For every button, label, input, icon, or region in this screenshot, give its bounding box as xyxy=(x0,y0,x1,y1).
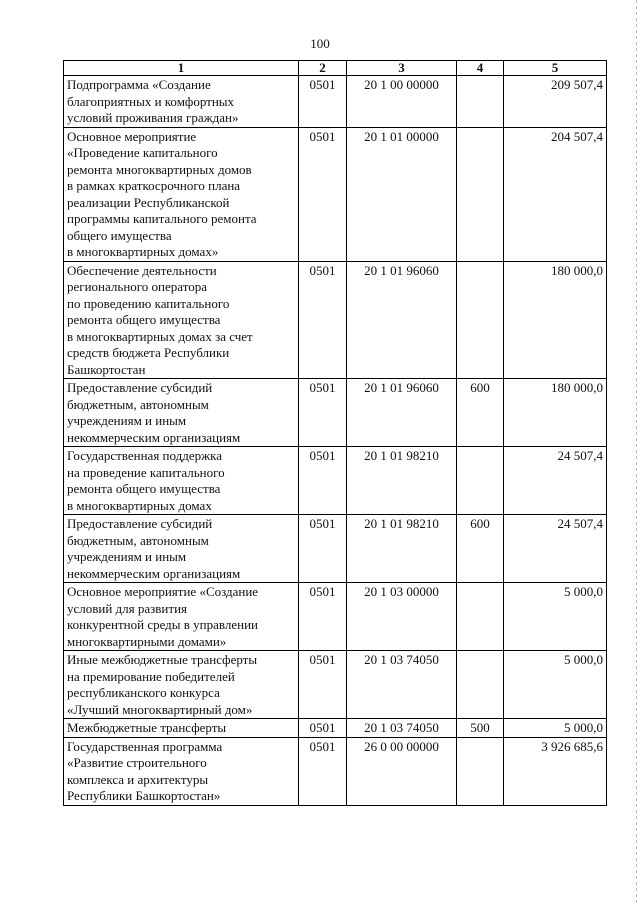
amount-cell: 180 000,0 xyxy=(504,261,607,379)
amount-cell: 204 507,4 xyxy=(504,127,607,261)
target-article-cell: 20 1 00 00000 xyxy=(347,76,457,128)
row-name-line: Предоставление субсидий xyxy=(67,516,213,531)
target-article-cell: 20 1 01 00000 xyxy=(347,127,457,261)
row-name-line: республиканского конкурса xyxy=(67,685,220,700)
scan-edge-line xyxy=(636,0,637,905)
amount-cell: 180 000,0 xyxy=(504,379,607,447)
row-name-line: условий проживания граждан» xyxy=(67,110,239,125)
section-code-cell: 0501 xyxy=(299,719,347,738)
row-name-line: в многоквартирных домах» xyxy=(67,244,219,259)
row-name-cell xyxy=(64,651,299,719)
row-name-cell xyxy=(64,76,299,128)
amount-cell: 24 507,4 xyxy=(504,515,607,583)
table-row xyxy=(64,447,607,515)
row-name-line: на проведение капитального xyxy=(67,464,225,480)
expense-type-cell xyxy=(457,737,504,805)
section-code-cell: 0501 xyxy=(299,261,347,379)
target-article-cell: 20 1 01 98210 xyxy=(347,515,457,583)
target-article-cell: 20 1 03 00000 xyxy=(347,583,457,651)
row-name-cell xyxy=(64,719,299,738)
page-number: 100 xyxy=(310,36,330,51)
row-name-line: в многоквартирных домах xyxy=(67,497,212,513)
row-name-line: учреждениям и иным xyxy=(67,413,187,428)
row-name-line: «Проведение капитального xyxy=(67,145,218,160)
row-name-line: Башкортостан xyxy=(67,361,146,377)
table-row xyxy=(64,379,607,447)
row-name-line: «Развитие строительного xyxy=(67,755,207,770)
row-name-line: ремонта общего имущества xyxy=(67,481,221,496)
target-article-cell: 26 0 00 00000 xyxy=(347,737,457,805)
header-col-2: 2 xyxy=(299,61,347,76)
table-row xyxy=(64,719,607,738)
expense-type-cell xyxy=(457,583,504,651)
row-name-line: в рамках краткосрочного плана xyxy=(67,178,241,193)
target-article-cell: 20 1 01 96060 xyxy=(347,379,457,447)
expense-type-cell xyxy=(457,127,504,261)
amount-cell: 3 926 685,6 xyxy=(504,737,607,805)
row-name-line: ремонта многоквартирных домов xyxy=(67,161,252,177)
amount-cell: 5 000,0 xyxy=(504,583,607,651)
row-name-line: некоммерческим организациям xyxy=(67,565,241,581)
budget-table-body xyxy=(64,61,607,806)
row-name-cell xyxy=(64,583,299,651)
amount-cell: 24 507,4 xyxy=(504,447,607,515)
row-name-cell xyxy=(64,515,299,583)
header-col-4: 4 xyxy=(457,61,504,76)
section-code-cell: 0501 xyxy=(299,447,347,515)
row-name-line: Подпрограмма «Создание xyxy=(67,77,211,92)
row-name-line: Государственная поддержка xyxy=(67,448,223,463)
amount-cell: 5 000,0 xyxy=(504,719,607,738)
row-name-line: Основное мероприятие «Создание xyxy=(67,584,259,599)
row-name-line: комплекса и архитектуры xyxy=(67,771,209,787)
expense-type-cell: 600 xyxy=(457,515,504,583)
section-code-cell: 0501 xyxy=(299,583,347,651)
table-header-row xyxy=(64,61,607,76)
row-name-line: «Лучший многоквартирный дом» xyxy=(67,701,253,717)
section-code-cell: 0501 xyxy=(299,737,347,805)
row-name-line: по проведению капитального xyxy=(67,295,230,311)
expense-type-cell xyxy=(457,447,504,515)
table-row xyxy=(64,583,607,651)
target-article-cell: 20 1 03 74050 xyxy=(347,719,457,738)
section-code-cell: 0501 xyxy=(299,127,347,261)
table-row xyxy=(64,651,607,719)
header-col-3: 3 xyxy=(347,61,457,76)
target-article-cell: 20 1 01 98210 xyxy=(347,447,457,515)
row-name-line: многоквартирными домами» xyxy=(67,633,227,649)
row-name-line: на премирование победителей xyxy=(67,668,235,684)
budget-table xyxy=(63,60,607,806)
row-name-line: регионального оператора xyxy=(67,279,207,294)
row-name-line: бюджетным, автономным xyxy=(67,396,209,412)
section-code-cell: 0501 xyxy=(299,76,347,128)
table-row xyxy=(64,515,607,583)
table-row xyxy=(64,737,607,805)
target-article-cell: 20 1 01 96060 xyxy=(347,261,457,379)
amount-cell: 209 507,4 xyxy=(504,76,607,128)
row-name-cell xyxy=(64,127,299,261)
expense-type-cell: 600 xyxy=(457,379,504,447)
row-name-line: учреждениям и иным xyxy=(67,549,187,564)
row-name-line: программы капитального ремонта xyxy=(67,211,257,226)
header-col-1: 1 xyxy=(64,61,299,76)
row-name-cell xyxy=(64,261,299,379)
row-name-line: конкурентной среды в управлении xyxy=(67,617,258,632)
table-row xyxy=(64,76,607,128)
row-name-line: ремонта общего имущества xyxy=(67,312,221,327)
row-name-line: благоприятных и комфортных xyxy=(67,93,235,109)
row-name-line: Межбюджетные трансферты xyxy=(67,720,227,735)
row-name-line: условий для развития xyxy=(67,600,188,616)
row-name-line: в многоквартирных домах за счет xyxy=(67,328,253,344)
section-code-cell: 0501 xyxy=(299,515,347,583)
expense-type-cell: 500 xyxy=(457,719,504,738)
header-col-5: 5 xyxy=(504,61,607,76)
target-article-cell: 20 1 03 74050 xyxy=(347,651,457,719)
row-name-line: общего имущества xyxy=(67,227,172,243)
expense-type-cell xyxy=(457,651,504,719)
row-name-line: Предоставление субсидий xyxy=(67,380,213,395)
expense-type-cell xyxy=(457,261,504,379)
row-name-line: реализации Республиканской xyxy=(67,194,230,210)
row-name-line: Республики Башкортостан» xyxy=(67,788,221,803)
row-name-line: Обеспечение деятельности xyxy=(67,262,217,278)
expense-type-cell xyxy=(457,76,504,128)
section-code-cell: 0501 xyxy=(299,651,347,719)
row-name-line: Государственная программа xyxy=(67,738,223,754)
row-name-cell xyxy=(64,447,299,515)
row-name-line: Основное мероприятие xyxy=(67,128,197,144)
row-name-cell xyxy=(64,737,299,805)
section-code-cell: 0501 xyxy=(299,379,347,447)
row-name-line: бюджетным, автономным xyxy=(67,532,209,548)
row-name-line: средств бюджета Республики xyxy=(67,345,230,360)
amount-cell: 5 000,0 xyxy=(504,651,607,719)
row-name-line: некоммерческим организациям xyxy=(67,429,241,445)
row-name-line: Иные межбюджетные трансферты xyxy=(67,652,258,667)
row-name-cell xyxy=(64,379,299,447)
table-row xyxy=(64,261,607,379)
table-row xyxy=(64,127,607,261)
